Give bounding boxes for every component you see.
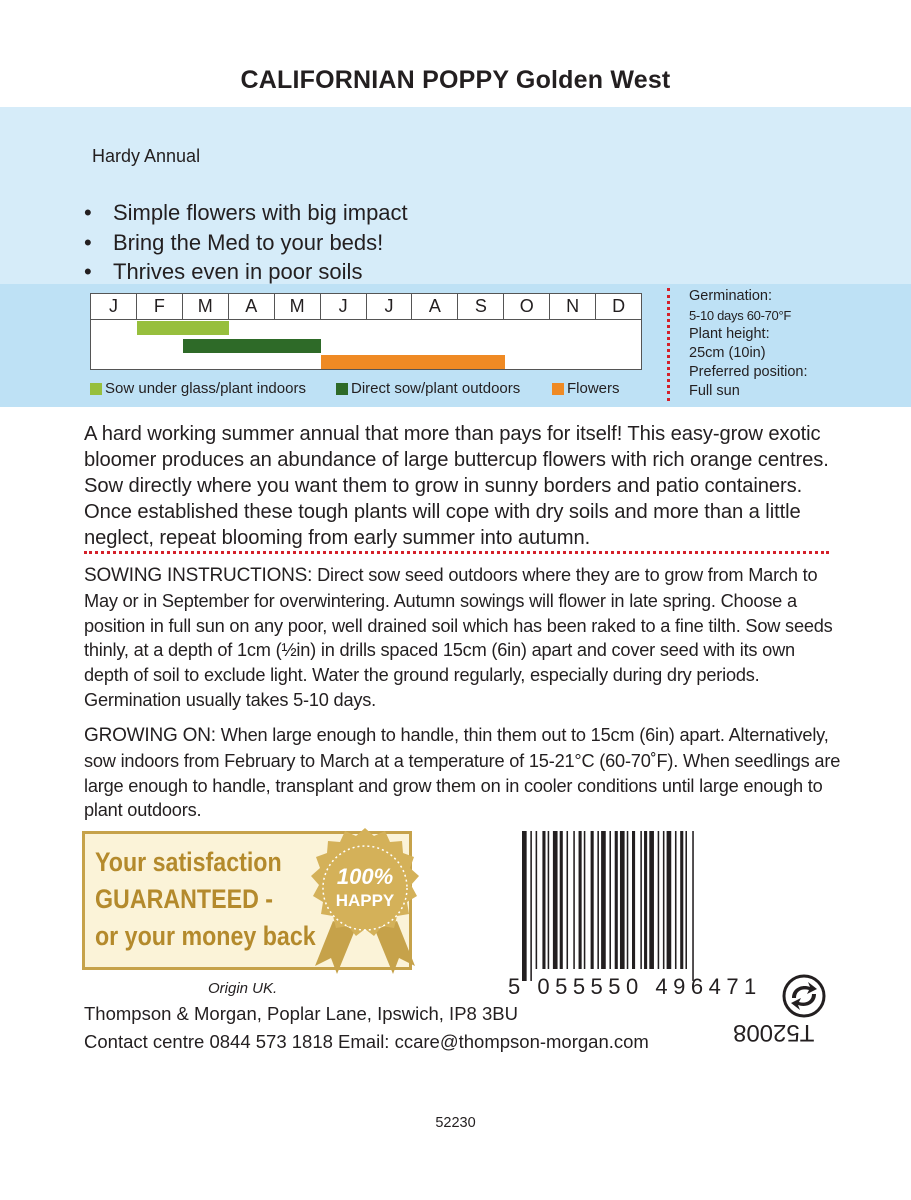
growing-text: When large enough to handle, thin them out to 15cm (6in) apart. Alternatively, sow indoors from February to March at a temperature of 15-21°C (60-70˚F). When seedlings are large enough to handle, transplant and grow them on in cooler conditions until large enough to plant outdoors. bbox=[84, 725, 841, 821]
growing-on bbox=[84, 723, 844, 823]
feature-item bbox=[84, 228, 408, 258]
growing-info bbox=[689, 287, 807, 401]
calendar-month: D bbox=[612, 296, 626, 316]
height-value: 25cm (10in) bbox=[689, 345, 766, 361]
sowing-calendar bbox=[90, 293, 642, 370]
contact-info: Contact centre 0844 573 1818 Email: ccare@thompson-morgan.com bbox=[84, 1031, 649, 1052]
sowing-heading: SOWING INSTRUCTIONS: bbox=[84, 565, 313, 586]
legend-label: Direct sow/plant outdoors bbox=[351, 380, 521, 397]
guarantee-line: Your satisfaction bbox=[95, 847, 282, 877]
feature-text: Simple flowers with big impact bbox=[113, 200, 408, 225]
feature-list bbox=[84, 198, 408, 287]
feature-text: Thrives even in poor soils bbox=[113, 259, 363, 284]
legend-label: Flowers bbox=[567, 380, 620, 397]
guarantee-line: or your money back bbox=[95, 921, 316, 951]
calendar-month: A bbox=[229, 294, 275, 319]
calendar-month: O bbox=[504, 294, 550, 319]
calendar-month: S bbox=[458, 294, 504, 319]
plant-type: Hardy Annual bbox=[92, 146, 201, 166]
position-label: Preferred position: bbox=[689, 364, 808, 380]
page-number: 52230 bbox=[435, 1115, 476, 1131]
legend-flowers bbox=[552, 380, 620, 397]
calendar-bar bbox=[321, 355, 505, 369]
guarantee-line: GUARANTEED - bbox=[95, 884, 274, 914]
sowing-instructions bbox=[84, 563, 844, 713]
feature-item bbox=[84, 198, 408, 228]
calendar-month: J bbox=[321, 294, 367, 319]
position-value: Full sun bbox=[689, 383, 740, 399]
calendar-month: M bbox=[183, 294, 229, 319]
legend-swatch bbox=[552, 383, 564, 395]
calendar-month: N bbox=[550, 294, 596, 319]
germination-value: 5-10 days 60-70°F bbox=[689, 308, 791, 323]
height-label: Plant height: bbox=[689, 326, 770, 342]
calendar-bar bbox=[183, 339, 321, 353]
legend-direct-sow bbox=[336, 380, 520, 397]
legend-label: Sow under glass/plant indoors bbox=[105, 380, 306, 397]
product-code: T52008 bbox=[733, 1019, 815, 1046]
bullet-point: • bbox=[84, 259, 92, 284]
description: A hard working summer annual that more than pays for itself! This easy-grow exotic bloomer produces an abundance of large buttercup flowers with rich orange centres. Sow directly where you want them to grow in sunny borders and patio containers. Once established these tough plants will cope with dry soils and more than a little neglect, repeat blooming from early summer into autumn. bbox=[84, 423, 829, 549]
happy-seal-icon bbox=[303, 826, 427, 976]
barcode-icon bbox=[520, 831, 763, 981]
bullet-point: • bbox=[84, 229, 92, 255]
feature-text: Bring the Med to your beds! bbox=[113, 229, 384, 255]
satisfaction-guarantee bbox=[82, 831, 412, 970]
vertical-divider bbox=[667, 288, 670, 401]
company-address: Thompson & Morgan, Poplar Lane, Ipswich, IP8 3BU bbox=[84, 1003, 518, 1024]
calendar-month: J bbox=[367, 294, 413, 319]
bullet-point: • bbox=[84, 200, 92, 225]
seal-percent: 100% bbox=[336, 864, 394, 889]
calendar-month: A bbox=[412, 294, 458, 319]
barcode-number: 5 055550 496471 bbox=[508, 974, 762, 999]
guarantee-text bbox=[95, 844, 316, 955]
recycle-icon bbox=[782, 974, 826, 1018]
legend-swatch bbox=[90, 383, 102, 395]
calendar-month: M bbox=[275, 294, 321, 319]
legend-sow-indoors bbox=[90, 380, 306, 397]
calendar-months bbox=[91, 294, 641, 320]
horizontal-divider bbox=[84, 551, 829, 554]
calendar-bar bbox=[137, 321, 229, 335]
seal-happy: HAPPY bbox=[335, 891, 395, 910]
calendar-month: J bbox=[91, 294, 137, 319]
legend-swatch bbox=[336, 383, 348, 395]
page-title: CALIFORNIAN POPPY Golden West bbox=[240, 66, 671, 94]
feature-item bbox=[84, 257, 408, 287]
growing-heading: GROWING ON: bbox=[84, 725, 216, 746]
calendar-month: F bbox=[137, 294, 183, 319]
germination-label: Germination: bbox=[689, 288, 773, 304]
origin: Origin UK. bbox=[208, 980, 278, 997]
sowing-text: Direct sow seed outdoors where they are to grow from March to May or in September for overwintering. Autumn sowings will flower in late spring. Choose a position in full sun on any poor, well drained soil which has been raked to a fine tilth. Sow seeds thinly, at a depth of 1cm (½in) in drills spaced 15cm (6in) apart and cover seed with its own depth of soil to exclude light. Water the ground regularly, especially during dry periods. Germination usually takes 5-10 days. bbox=[84, 565, 833, 710]
